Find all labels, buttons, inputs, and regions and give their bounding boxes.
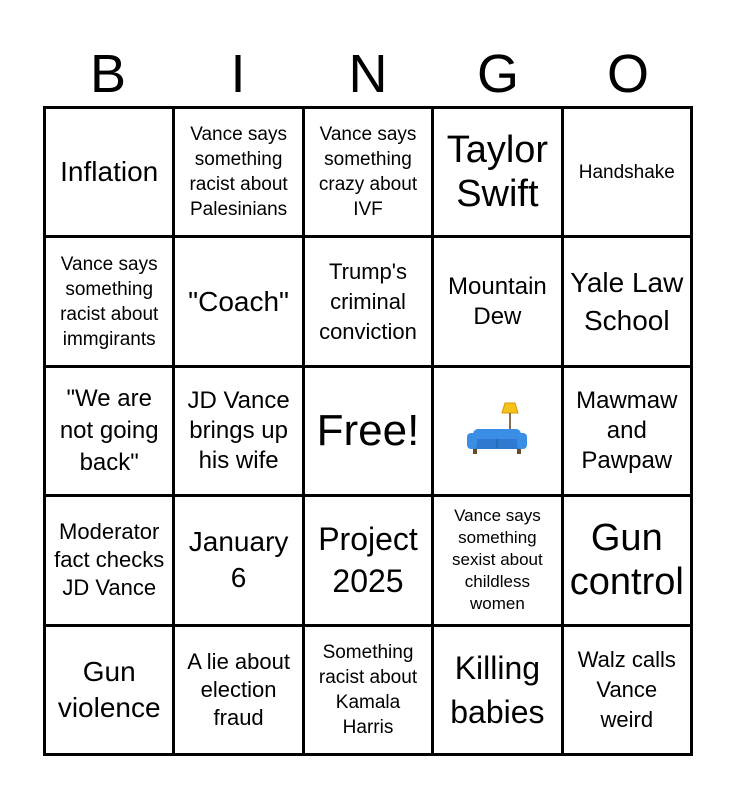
cell-text: Mountain Dew: [448, 272, 547, 330]
cell-text: Taylor Swift: [446, 129, 549, 216]
cell-text: Killing babies: [450, 649, 545, 730]
bingo-cell-mawmaw-pawpaw[interactable]: [564, 368, 693, 497]
bingo-cell-vance-immgirants[interactable]: [46, 238, 175, 367]
bingo-cell-killing-babies[interactable]: [434, 627, 563, 756]
bingo-cell-couch[interactable]: [434, 368, 563, 497]
cell-text: Free!: [316, 405, 420, 455]
bingo-cell-gun-violence[interactable]: [46, 627, 175, 756]
bingo-cell-project-2025[interactable]: [305, 497, 434, 626]
bingo-cell-vance-childless[interactable]: [434, 497, 563, 626]
cell-text: Moderator fact checks JD Vance: [54, 519, 165, 601]
header-letter-i: I: [230, 44, 246, 104]
cell-text: January 6: [188, 526, 289, 594]
header-letter-b: B: [89, 44, 127, 104]
bingo-cell-gun-control[interactable]: [564, 497, 693, 626]
bingo-cell-moderator-fact-check[interactable]: [46, 497, 175, 626]
cell-text: Trump's criminal conviction: [319, 258, 417, 344]
bingo-cell-vance-ivf[interactable]: [305, 109, 434, 238]
cell-text: A lie about election fraud: [187, 648, 290, 730]
bingo-cell-yale-law-school[interactable]: [564, 238, 693, 367]
cell-text: Gun violence: [57, 655, 161, 723]
cell-text: Vance says something racist about immgirants: [60, 253, 159, 350]
bingo-cell-criminal-conviction[interactable]: [305, 238, 434, 367]
bingo-board: [43, 106, 693, 756]
cell-text: Handshake: [578, 161, 675, 183]
bingo-cell-handshake[interactable]: [564, 109, 693, 238]
bingo-cell-january-6[interactable]: [175, 497, 304, 626]
couch-and-lamp-icon: [465, 399, 529, 463]
bingo-cell-not-going-back[interactable]: [46, 368, 175, 497]
bingo-cell-vance-wife[interactable]: [175, 368, 304, 497]
bingo-cell-taylor-swift[interactable]: [434, 109, 563, 238]
cell-text: Gun control: [569, 517, 684, 604]
cell-text: Something racist about Kamala Harris: [318, 641, 418, 738]
bingo-cell-mountain-dew[interactable]: [434, 238, 563, 367]
cell-text: Walz calls Vance weird: [577, 646, 676, 732]
header-letter-o: O: [606, 44, 649, 104]
bingo-cell-election-fraud[interactable]: [175, 627, 304, 756]
bingo-cell-coach[interactable]: [175, 238, 304, 367]
bingo-cell-walz-weird[interactable]: [564, 627, 693, 756]
bingo-cell-vance-palesinians[interactable]: [175, 109, 304, 238]
cell-text: Inflation: [60, 156, 159, 188]
bingo-header: [43, 42, 693, 106]
header-letter-g: G: [476, 44, 519, 104]
cell-text: Mawmaw and Pawpaw: [576, 386, 678, 474]
bingo-cell-inflation[interactable]: [46, 109, 175, 238]
cell-text: Vance says something sexist about childless women: [452, 506, 543, 614]
header-letter-n: N: [348, 44, 388, 104]
cell-text: Project 2025: [318, 521, 418, 600]
cell-text: Yale Law School: [570, 266, 684, 336]
bingo-cell-racist-kamala[interactable]: [305, 627, 434, 756]
cell-text: Vance says something racist about Palesinians: [189, 124, 288, 221]
cell-text: "We are not going back": [59, 384, 159, 476]
bingo-cell-free[interactable]: [305, 368, 434, 497]
cell-text: JD Vance brings up his wife: [187, 386, 290, 474]
cell-text: "Coach": [188, 285, 289, 317]
cell-text: Vance says something crazy about IVF: [318, 124, 418, 221]
